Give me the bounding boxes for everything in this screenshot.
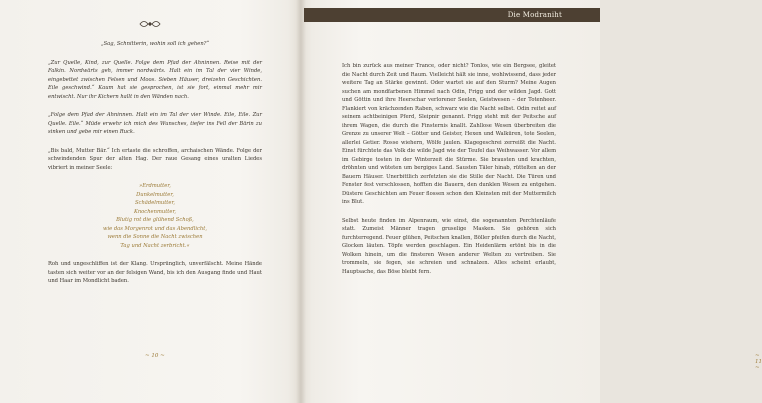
paragraph: „Sag, Schnitterin, wohin soll ich gehen?“ xyxy=(100,41,210,47)
paragraph: Selbst heute finden im Alpenraum, wie einst, die sogenannten Perchtenläufe statt. Zumeist Männer tragen gruselige Masken. Sie gehören sich furchterregend. Feuer glühen, Peitschen knallen, Böller pfeifen durch die Nacht, Glocken läuten. Töpfe werden geschlagen. Ein Heidenlärm ertönt bis in die Wolken hinein, um die finsteren Wesen anderer Welten zu vertreiben. Sie trommeln, sie fegen, sie schreien und schnalzen. Alles scheint erlaubt, Hauptsache, das Böse bleibt fern. xyxy=(342,217,556,275)
right-page xyxy=(300,0,762,403)
page-number-right: ~ 11 ~ xyxy=(755,353,762,371)
paragraph: „Zur Quelle, Kind, zur Quelle. Folge dem Pfad der Ahninnen. Reise mit der Falkin. Nordwärts geh, immer nordwärts. Halt ein im Tal der vier Winde, eingebettet zwischen Felsen und Moos. Sieben Häuser, dreizehn Geschichten. Eile geschwind.“ Kaum hat sie gesprochen, ist sie fort, einmal mehr mir entwischt. Nur ihr Kichern hallt in den Wänden nach. xyxy=(48,59,262,100)
poem-line: Blutig rot die glühend Schoß, xyxy=(116,217,194,223)
left-page xyxy=(0,0,300,403)
poem-line: »Erdmutter, xyxy=(139,183,171,189)
poem-line: Tag und Nacht zerbricht.« xyxy=(120,242,190,249)
poem-line: wie das Morgenrot und das Abendlicht, xyxy=(103,225,207,232)
right-text-block xyxy=(342,62,556,286)
paragraph: „Folge dem Pfad der Ahninnen. Halt ein im Tal der vier Winde. Eile, Eile. Zur Quelle. Eile.“ Müde erwehr ich mich des Wunsches, tiefer ins Fell der Bärin zu sinken und gebe mir einen Ruck. xyxy=(48,112,262,135)
poem-line: Dunkelmutter, xyxy=(136,191,174,198)
poem-line: Knochenmutter, xyxy=(133,208,177,215)
ornament-flourish-icon xyxy=(138,18,162,30)
poem-verse xyxy=(48,182,262,250)
paragraph: Ich bin zurück aus meiner Trance, oder nicht? Tonlos, wie ein Bergsee, gleitet die Nacht durch Zeit und Raum. Vielleicht hält sie inne, wohlwissend, dass jeder weitere Tag an Stärke gewinnt. Oder wartet sie auf den Sturm? Meine Augen suchen am mondfarbenen Himmel nach Odin, Frigg und der wilden Jagd. Gott und Göttin und ihre Heerschar verlorener Seelen, Geistwesen – der Totenheer. Flankiert von krächzenden Raben, schwarz wie die Nacht selbst. Odin reitet auf seinem achtbeinigen Pferd, Sleipnir genannt. Frigg steht mit der Peitsche auf ihrem Wagen, die durch die Finsternis knallt. Zahllose Wesen überbreiten die Grenze zu unserer Welt – Götter und Geister, Hexen und Walküren, tote Seelen, allerlei Getier. Rosse wiehern, Wölfe jaulen. Klagegeschrei zerreißt die Nacht. Einst fürchtete das Volk die wilde Jagd wie der Teufel das Weihwasser. Vor allem im Gebirge tosten in der Winterzeit die Stürme. Sie brausten und krachten, dröhnten und wüteten um bergiges Land. Sausten Täler hinab, rüttelten an der Bauern Häuser. Unerbittlich zerfetzten sie die Stille der Nacht. Die Türen und Fenster fest verschlossen, hofften die Bauern, den dunklen Wesen zu entgehen. Düstere Geschichten am Feuer flossen schon den Kleinsten mit der Muttermilch ins Blut. xyxy=(342,63,556,205)
left-text-block xyxy=(48,40,262,296)
poem-line: wenn die Sonne die Nacht zwischen xyxy=(107,234,203,240)
page-number-left: ~ 10 ~ xyxy=(145,353,165,359)
running-head-title: Die Modraniht xyxy=(507,11,562,19)
poem-line: Schädelmutter, xyxy=(135,200,175,206)
paragraph: Roh und ungeschliffen ist der Klang. Ursprünglich, unverfälscht. Meine Hände tasten sich weiter vor an der felsigen Wand, bis ich den Ausgang finde und Haut und Haar im Mondlicht baden. xyxy=(48,261,262,284)
paragraph: „Bis bald, Mutter Bär.“ Ich ertaste die schroffen, archaischen Wände. Folge der schwindenden Spur der alten Hag. Der raue Gesang eines uralten Liedes vibriert in meiner Seele: xyxy=(48,147,262,171)
